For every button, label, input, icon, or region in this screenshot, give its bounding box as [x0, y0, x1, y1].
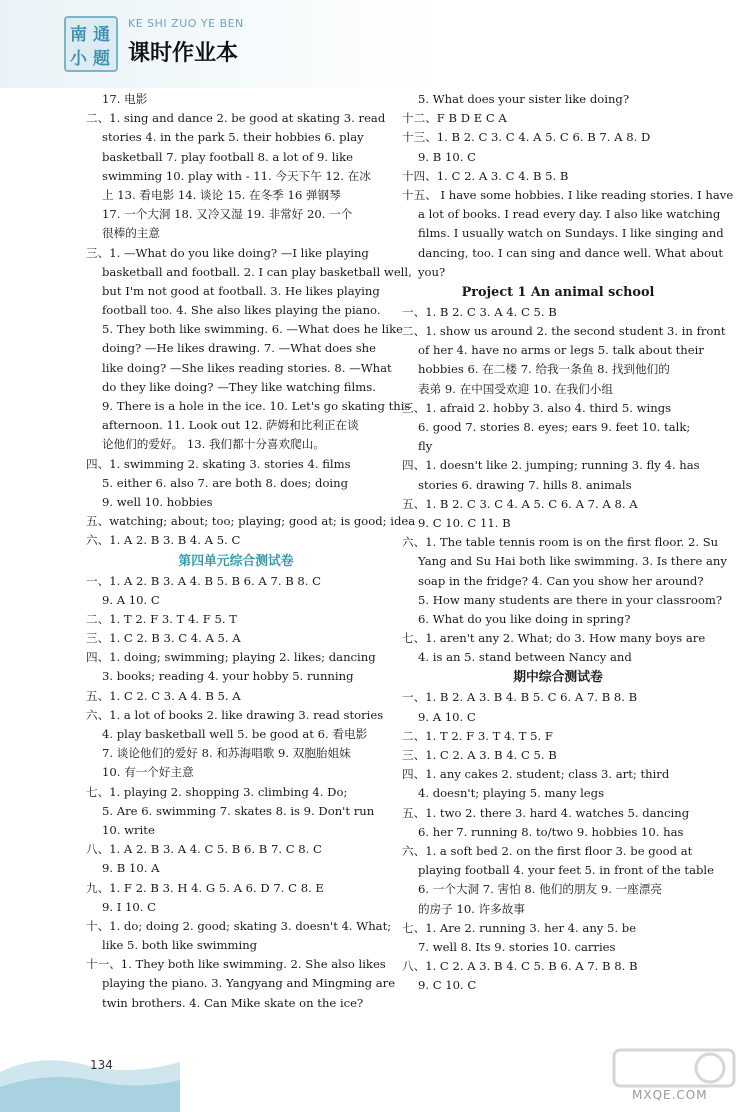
answer-line: films. I usually watch on Sundays. I like singing and [418, 226, 724, 241]
answer-line: you? [418, 264, 446, 279]
answer-line: 十三、1. B 2. C 3. C 4. A 5. C 6. B 7. A 8. D [402, 130, 651, 145]
answer-line: 9. There is a hole in the ice. 10. Let's go skating this [102, 399, 411, 413]
answer-line: like 5. both like swimming [102, 938, 258, 953]
answer-line: 七、1. aren't any 2. What; do 3. How many boys are [402, 631, 706, 646]
answer-line: but I'm not good at football. 3. He likes playing [102, 283, 380, 298]
answer-line: 10. write [102, 822, 155, 837]
answer-line: 四、1. doesn't like 2. jumping; running 3. fly 4. has [402, 458, 700, 473]
answer-line: 四、1. any cakes 2. student; class 3. art; third [402, 767, 670, 782]
answer-line: 八、1. A 2. B 3. A 4. C 5. B 6. B 7. C 8. C [86, 842, 322, 857]
answer-line: playing football 4. your feet 5. in front of the table [418, 863, 714, 878]
answer-line: 7. 谈论他们的爱好 8. 和苏海唱歌 9. 双胞胎姐妹 [102, 746, 351, 761]
answer-line: stories 4. in the park 5. their hobbies 6. play [102, 130, 364, 145]
left-column [86, 90, 416, 1013]
section-title: Project 1 An animal school [461, 284, 655, 300]
answer-line: 5. What does your sister like doing? [418, 92, 630, 106]
answer-line: 一、1. B 2. A 3. B 4. B 5. C 6. A 7. B 8. B [402, 690, 638, 705]
answer-line: 4. play basketball well 5. be good at 6. 看电影 [102, 727, 368, 741]
answer-line: dancing, too. I can sing and dance well. What about [418, 245, 724, 260]
answer-line: 9. A 10. C [418, 709, 476, 724]
answer-line: 二、1. T 2. F 3. T 4. F 5. T [86, 611, 237, 626]
answer-line: 六、1. The table tennis room is on the first floor. 2. Su [402, 535, 719, 550]
answer-line: 九、1. F 2. B 3. H 4. G 5. A 6. D 7. C 8. E [86, 880, 324, 895]
logo-char: 小 [70, 49, 87, 69]
answer-line: 表弟 9. 在中国受欢迎 10. 在我们小组 [418, 381, 613, 396]
brand-pinyin: KE SHI ZUO YE BEN [128, 17, 244, 30]
answer-line: 5. either 6. also 7. are both 8. does; doing [102, 475, 349, 490]
watermark-text: MXQE.COM [632, 1088, 708, 1102]
answer-line: a lot of books. I read every day. I also like watching [418, 207, 721, 222]
answer-line: 5. How many students are there in your classroom? [418, 592, 723, 607]
answer-line: 的房子 10. 许多故事 [418, 901, 525, 916]
answer-line: 6. good 7. stories 8. eyes; ears 9. feet 10. talk; [418, 420, 691, 434]
answer-line: 7. well 8. Its 9. stories 10. carries [418, 939, 616, 954]
logo [64, 16, 118, 72]
answer-line: 17. 电影 [102, 92, 148, 106]
answer-line: 十四、1. C 2. A 3. C 4. B 5. B [402, 168, 569, 183]
answer-line: 6. 一个大洞 7. 害怕 8. 他们的朋友 9. 一座漂亮 [418, 882, 662, 897]
answer-line: 五、1. C 2. C 3. A 4. B 5. A [86, 688, 241, 703]
answer-line: 一、1. A 2. B 3. A 4. B 5. B 6. A 7. B 8. C [86, 573, 322, 588]
answer-line: 六、1. a lot of books 2. like drawing 3. read stories [86, 707, 384, 722]
answer-line: soap in the fridge? 4. Can you show her around? [418, 573, 704, 588]
answer-line: 三、1. C 2. B 3. C 4. A 5. A [86, 631, 241, 646]
answer-line: 六、1. A 2. B 3. B 4. A 5. C [86, 533, 241, 548]
answer-line: afternoon. 11. Look out 12. 萨姆和比利正在谈 [102, 418, 359, 433]
answer-line: 5. Are 6. swimming 7. skates 8. is 9. Don't run [102, 803, 375, 818]
section-title: 期中综合测试卷 [513, 670, 603, 686]
answer-line: 9. I 10. C [102, 899, 157, 914]
answer-line: 9. C 10. C [418, 978, 477, 993]
answer-line: 9. C 10. C 11. B [418, 515, 511, 530]
logo-char: 通 [93, 25, 110, 45]
answer-line: 二、1. show us around 2. the second student 3. in front [402, 324, 726, 339]
answer-line: 三、1. afraid 2. hobby 3. also 4. third 5. wings [402, 400, 672, 415]
answer-line: 七、1. playing 2. shopping 3. climbing 4. Do; [86, 784, 348, 799]
answer-line: 6. What do you like doing in spring? [418, 611, 631, 626]
answer-line: basketball 7. play football 8. a lot of 9. like [102, 149, 354, 164]
answer-line: 五、1. two 2. there 3. hard 4. watches 5. dancing [402, 805, 690, 820]
answer-line: 9. A 10. C [102, 592, 160, 607]
answer-line: hobbies 6. 在二楼 7. 给我一条鱼 8. 找到他们的 [418, 362, 670, 377]
answer-line: 9. well 10. hobbies [102, 494, 213, 509]
answer-line: 6. her 7. running 8. to/two 9. hobbies 10. has [418, 824, 684, 839]
answer-line: 四、1. swimming 2. skating 3. stories 4. films [86, 456, 351, 471]
right-column [402, 90, 734, 995]
answer-line: 五、1. B 2. C 3. C 4. A 5. C 6. A 7. A 8. A [402, 496, 638, 511]
answer-line: playing the piano. 3. Yangyang and Mingming are [102, 976, 396, 991]
answer-line: 4. is an 5. stand between Nancy and [418, 650, 632, 665]
answer-line: football too. 4. She also likes playing the piano. [102, 303, 381, 318]
answer-line: 很棒的主意 [102, 226, 160, 241]
answer-line: 三、1. C 2. A 3. B 4. C 5. B [402, 748, 557, 762]
footer-wave-decoration [0, 1032, 180, 1112]
answer-line: 4. doesn't; playing 5. many legs [418, 786, 605, 801]
answer-line: 十二、F B D E C A [402, 111, 507, 126]
answer-line: 论他们的爱好。 13. 我们都十分喜欢爬山。 [102, 437, 325, 452]
answer-line: like doing? —She likes reading stories. 8. —What [102, 360, 392, 375]
answer-line: 六、1. a soft bed 2. on the first floor 3. be good at [402, 843, 693, 858]
page-number: 134 [90, 1058, 113, 1072]
answer-line: stories 6. drawing 7. hills 8. animals [418, 477, 632, 492]
answer-line: of her 4. have no arms or legs 5. talk about their [418, 343, 704, 358]
section-title: 第四单元综合测试卷 [178, 553, 294, 569]
answer-line: basketball and football. 2. I can play basketball well, [102, 264, 412, 279]
answer-line: Yang and Su Hai both like swimming. 3. Is there any [418, 554, 727, 569]
answer-line: 三、1. —What do you like doing? —I like playing [86, 245, 369, 260]
answer-line: 十、1. do; doing 2. good; skating 3. doesn't 4. What; [86, 918, 392, 933]
answer-line: 一、1. B 2. C 3. A 4. C 5. B [402, 304, 557, 319]
answer-line: 3. books; reading 4. your hobby 5. running [102, 669, 354, 684]
answer-line: 十一、1. They both like swimming. 2. She also likes [86, 957, 386, 972]
answer-line: 四、1. doing; swimming; playing 2. likes; dancing [86, 650, 376, 665]
answer-line: twin brothers. 4. Can Mike skate on the ice? [102, 995, 364, 1010]
answer-line: 七、1. Are 2. running 3. her 4. any 5. be [402, 920, 637, 935]
answer-line: 二、1. T 2. F 3. T 4. T 5. F [402, 728, 553, 743]
answer-line: doing? —He likes drawing. 7. —What does she [102, 341, 377, 356]
answer-line: 9. B 10. C [418, 149, 476, 164]
answer-line: 二、1. sing and dance 2. be good at skating 3. read [86, 111, 386, 126]
answer-line: 5. They both like swimming. 6. —What does he like [102, 322, 403, 337]
answer-line: 五、watching; about; too; playing; good at; is good; idea [86, 514, 416, 529]
answer-line: fly [418, 439, 433, 454]
logo-char: 南 [70, 25, 87, 45]
logo-char: 题 [93, 49, 110, 69]
answer-line: 17. 一个大洞 18. 又冷又湿 19. 非常好 20. 一个 [102, 207, 353, 222]
answer-line: do they like doing? —They like watching films. [102, 379, 376, 394]
answer-line: 9. B 10. A [102, 861, 160, 876]
answer-line: 上 13. 看电影 14. 谈论 15. 在冬季 16 弹钢琴 [102, 187, 341, 202]
answer-line: 十五、 I have some hobbies. I like reading stories. I have [402, 187, 734, 202]
answer-line: 八、1. C 2. A 3. B 4. C 5. B 6. A 7. B 8. B [402, 959, 638, 974]
answer-line: 10. 有一个好主意 [102, 765, 194, 780]
brand-title: 课时作业本 [128, 41, 239, 66]
answer-line: swimming 10. play with - 11. 今天下午 12. 在冰 [102, 168, 371, 183]
